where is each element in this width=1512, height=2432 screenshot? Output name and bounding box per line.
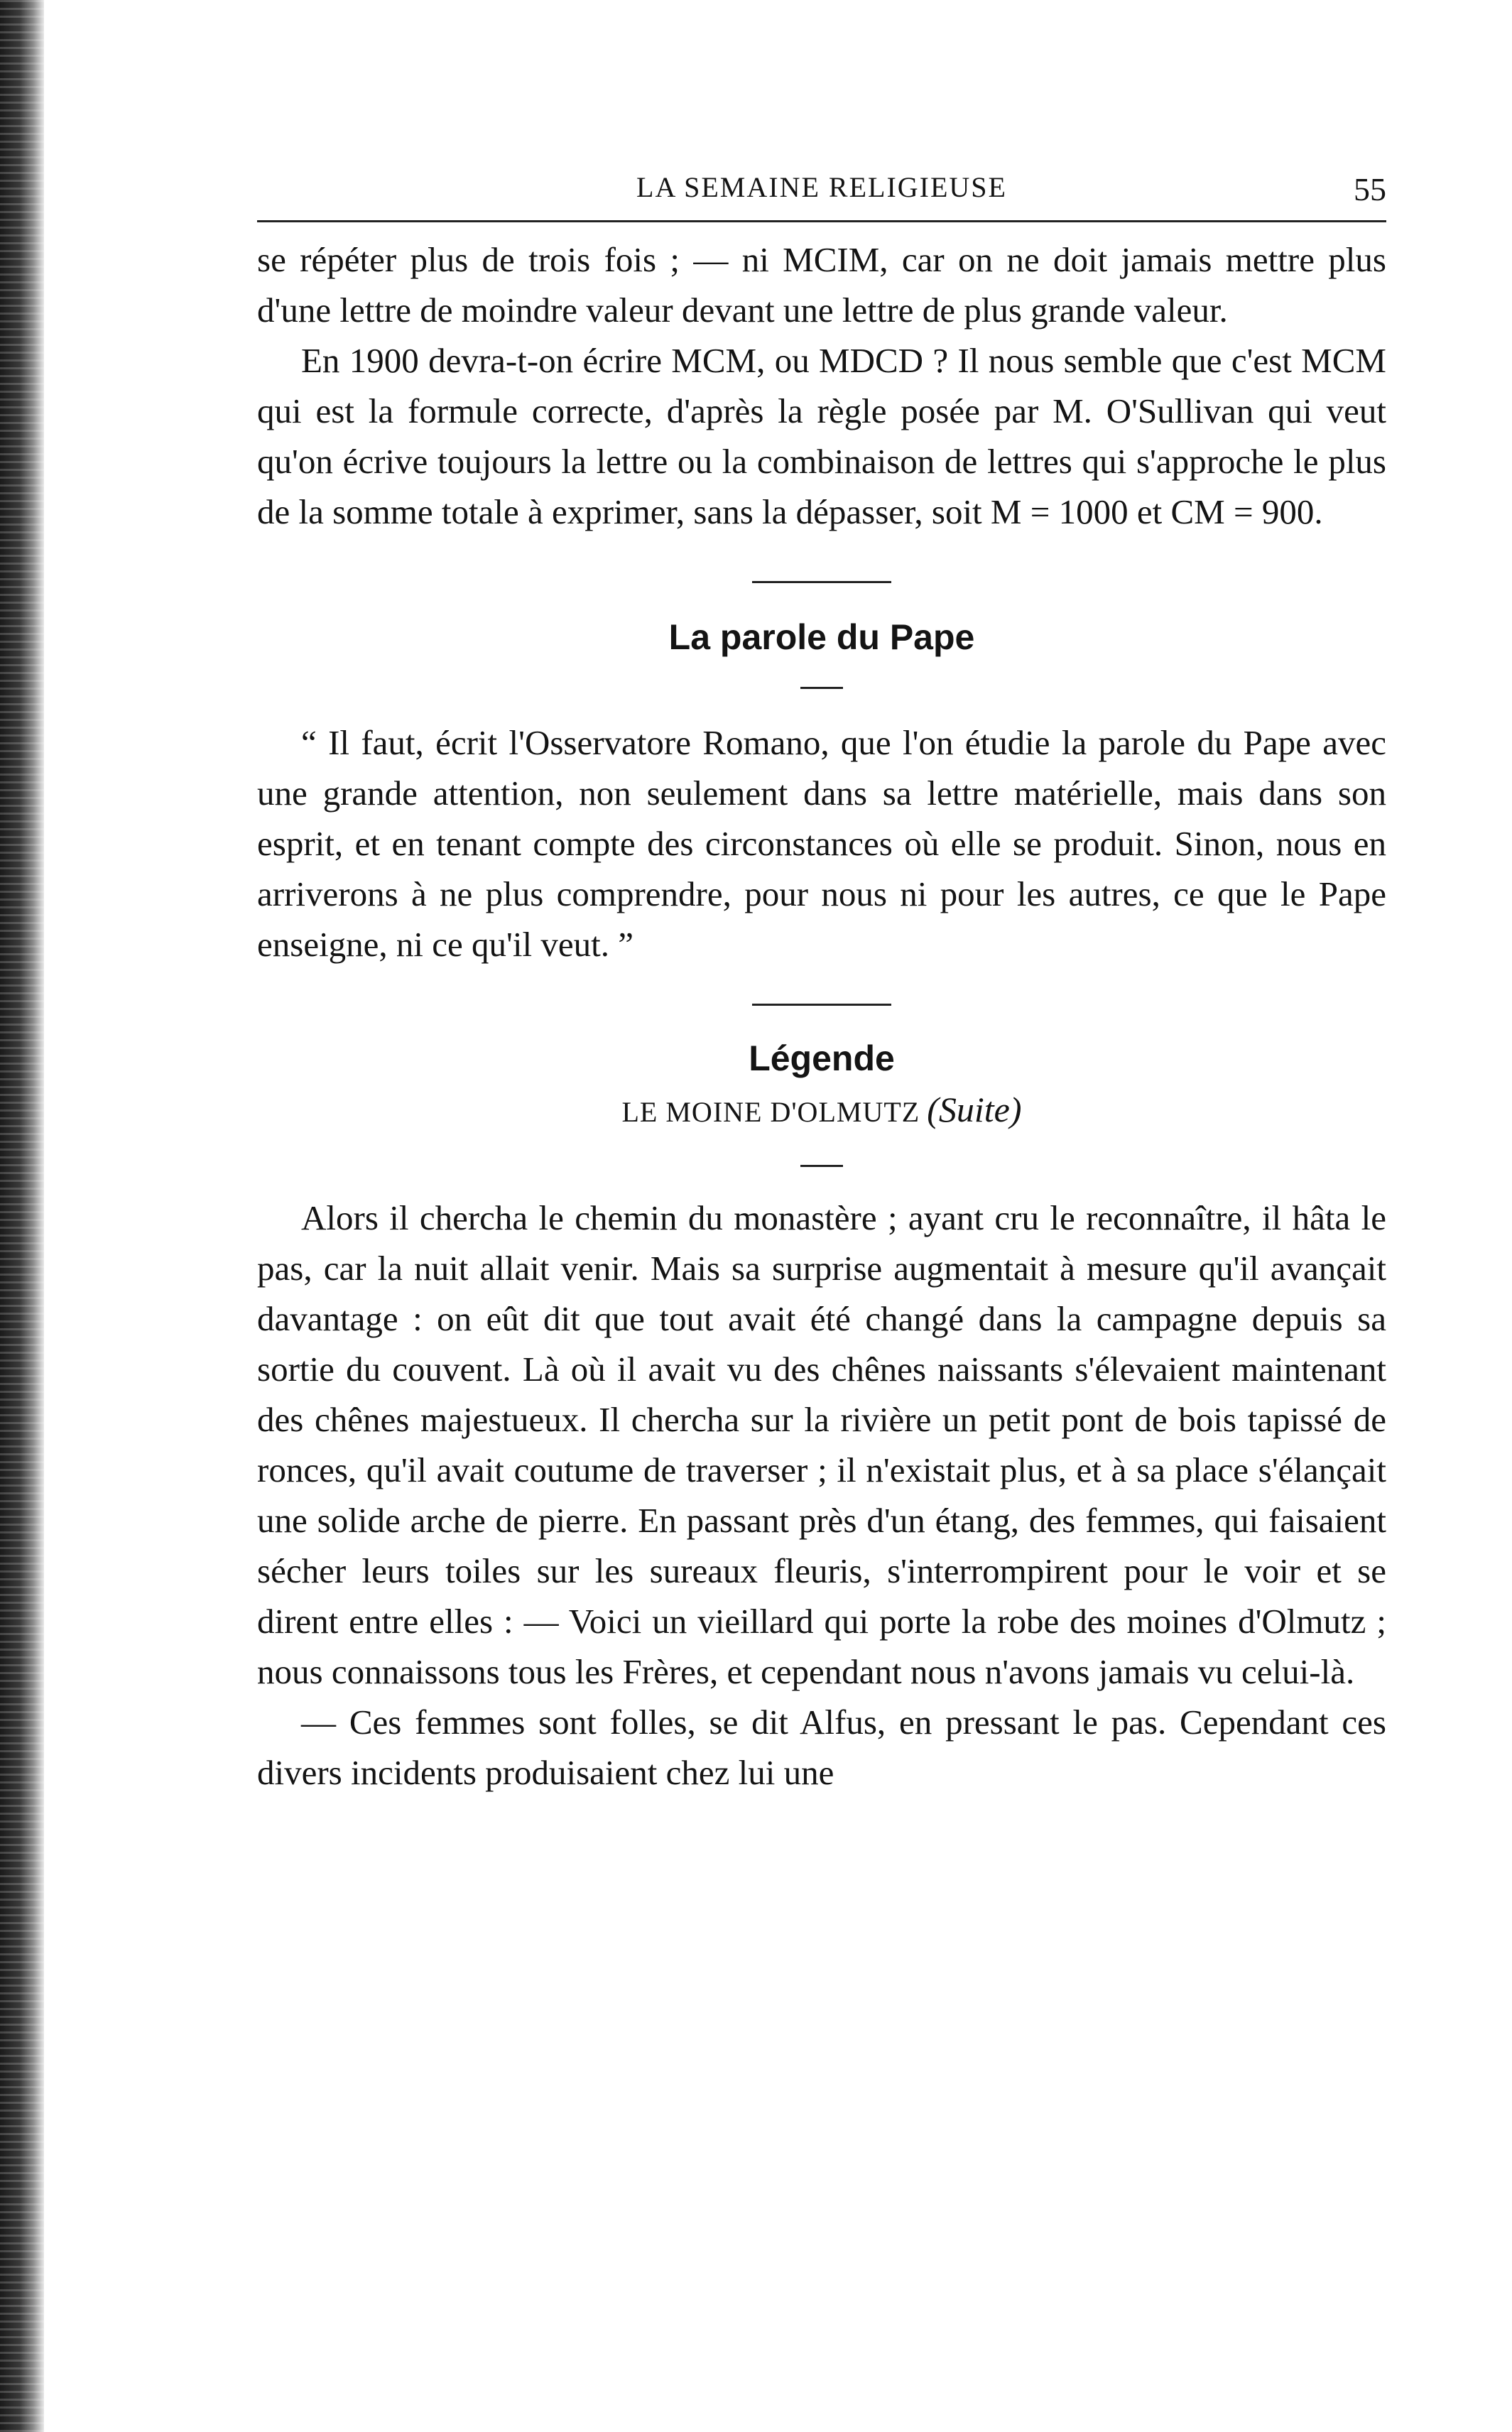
section-heading-legende: Légende <box>749 1038 895 1078</box>
legende-paragraph: Alors il chercha le chemin du monastère ; ayant cru le reconnaître, il hâta le pas, car la nuit allait venir. Mais sa surprise augmentait à mesure qu'il avançait davantage : on eût dit que tout avait été changé dans la campagne depuis sa sortie du couvent. Là où il avait vu des chênes naissants s'élevaient maintenant des chênes majestueux. Il chercha sur la rivière un petit pont de bois tapissé de ronces, qu'il avait coutume de traverser ; il n'existait plus, et à sa place s'élançait une solide arche de pierre. En passant près d'un étang, des femmes, qui faisaient sécher leurs toiles sur les sureaux fleuris, s'interrompirent pour le voir et se dirent entre elles : — Voici un vieillard qui porte la robe des moines d'Olmutz ; nous connaissons tous les Frères, et cependant nous n'avons jamais vu celui-là. <box>257 1198 1386 1691</box>
body-text <box>257 234 1386 1798</box>
binding-edge <box>0 0 44 2432</box>
section-separator-rule <box>752 1004 891 1006</box>
running-title: LA SEMAINE RELIGIEUSE <box>636 171 1007 203</box>
running-head <box>257 170 1386 213</box>
story-suite-label: (Suite) <box>927 1090 1022 1129</box>
story-subtitle <box>257 1088 1386 1134</box>
section-heading-pape: La parole du Pape <box>668 617 975 657</box>
section-separator-rule <box>752 581 891 583</box>
year-1900-paragraph: En 1900 devra-t-on écrire MCM, ou MDCD ? Il nous semble que c'est MCM qui est la formule correcte, d'après la règle posée par M. O'Sullivan qui veut qu'on écrive toujours la lettre ou la combinaison de lettres qui s'approche le plus de la somme totale à exprimer, sans la dépasser, soit M = 1000 et CM = 900. <box>257 341 1386 531</box>
heading-dash-pape <box>800 687 843 689</box>
heading-dash-legende <box>800 1165 843 1167</box>
pape-quote-paragraph: “ Il faut, écrit l'Osservatore Romano, que l'on étudie la parole du Pape avec une grande attention, non seulement dans sa lettre matérielle, mais dans son esprit, et en tenant compte des circonstances où elle se produit. Sinon, nous en arriverons à ne plus comprendre, pour nous ni pour les autres, ce que le Pape enseigne, ni ce qu'il veut. ” <box>257 723 1386 964</box>
legende-paragraph-continued: — Ces femmes sont folles, se dit Alfus, en pressant le pas. Cependant ces divers incidents produisaient chez lui une <box>257 1703 1386 1792</box>
continuation-paragraph: se répéter plus de trois fois ; — ni MCIM, car on ne doit jamais mettre plus d'une lettre de moindre valeur devant une lettre de plus grande valeur. <box>257 240 1386 330</box>
story-title: LE MOINE D'OLMUTZ <box>621 1096 920 1128</box>
page-number: 55 <box>1354 171 1386 207</box>
header-rule <box>257 220 1386 222</box>
